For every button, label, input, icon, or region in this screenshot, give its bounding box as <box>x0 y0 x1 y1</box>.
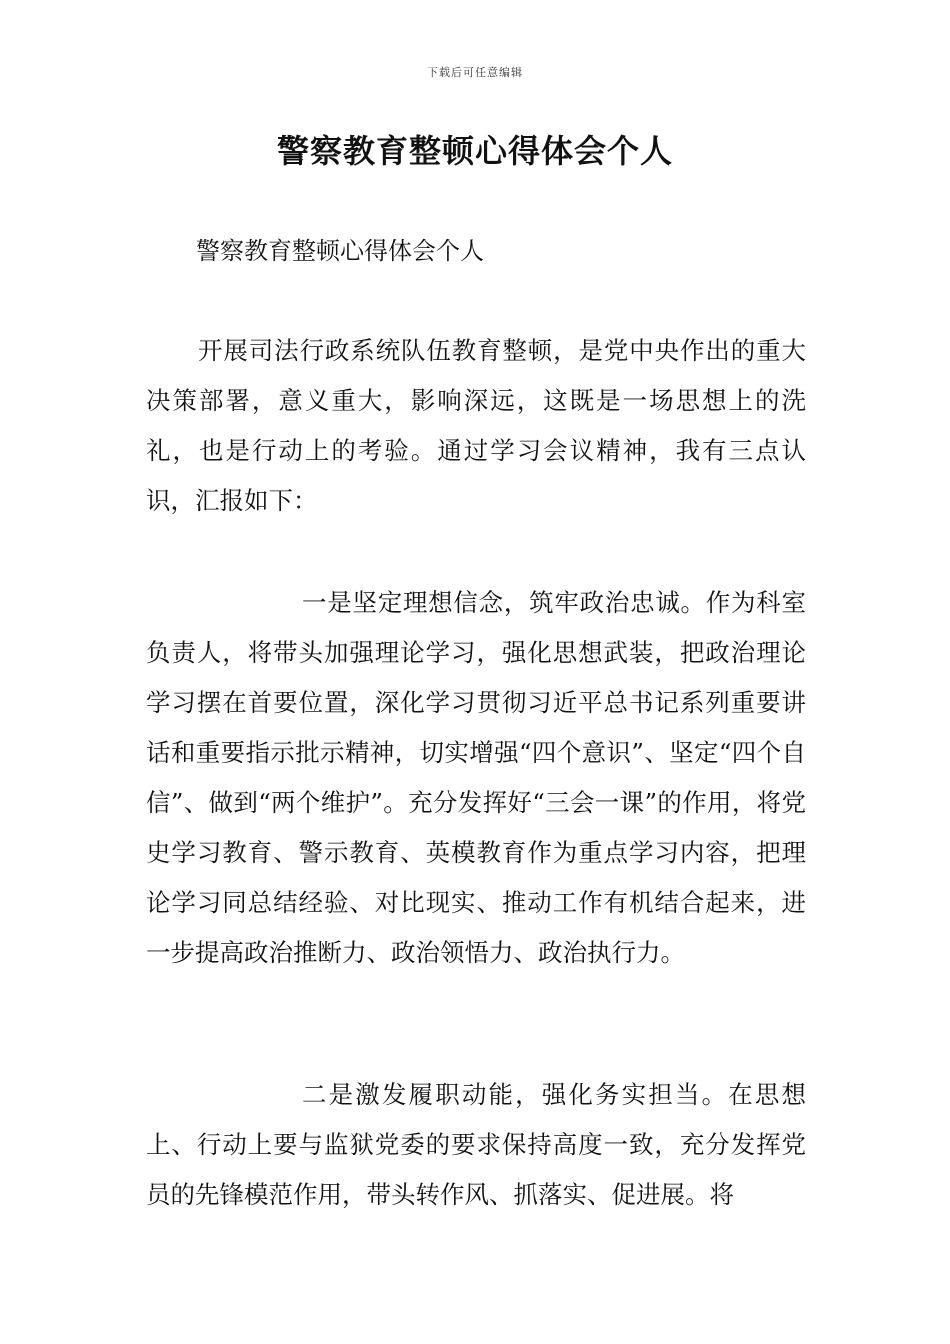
document-subtitle: 警察教育整顿心得体会个人 <box>196 237 484 265</box>
paragraph-intro: 开展司法行政系统队伍教育整顿，是党中央作出的重大决策部署，意义重大，影响深远，这既是一场思想上的洗礼，也是行动上的考验。通过学习会议精神，我有三点认识，汇报如下： <box>146 336 806 515</box>
paragraph-point-one: 一是坚定理想信念，筑牢政治忠诚。作为科室负责人，将带头加强理论学习，强化思想武装，把政治理论学习摆在首要位置，深化学习贯彻习近平总书记系列重要讲话和重要指示批示精神，切实增强“四个意识”、坚定“四个自信”、做到“两个维护”。充分发挥好“三会一课”的作用，将党史学习教育、警示教育、英模教育作为重点学习内容，把理论学习同总结经验、对比现实、推动工作有机结合起来，进一步提高政治推断力、政治领悟力、政治执行力。 <box>146 588 806 967</box>
document-title: 警察教育整顿心得体会个人 <box>276 132 673 170</box>
header-note: 下载后可任意编辑 <box>427 66 523 79</box>
paragraph-point-two: 二是激发履职动能，强化务实担当。在思想上、行动上要与监狱党委的要求保持高度一致，充分发挥党员的先锋模范作用，带头转作风、抓落实、促进展。将 <box>146 1080 806 1209</box>
